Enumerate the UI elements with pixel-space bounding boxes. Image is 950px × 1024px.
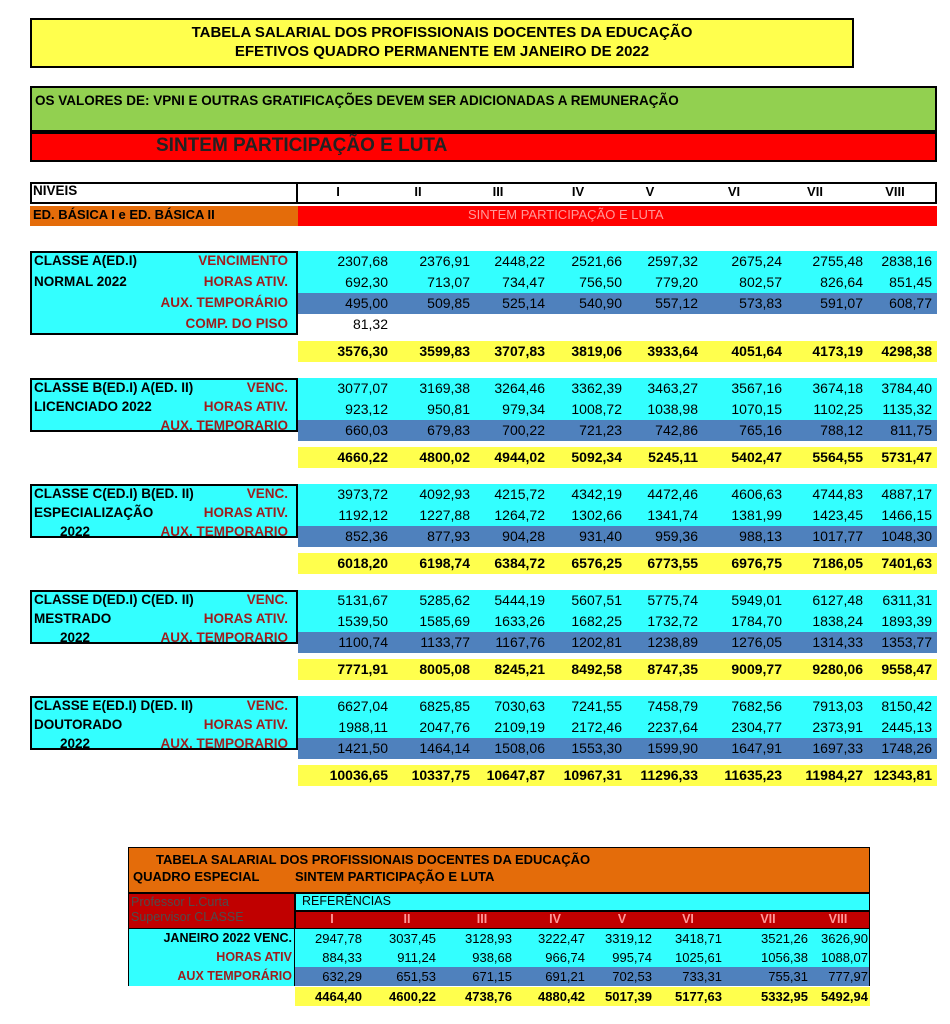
value-cell: 1553,30 — [571, 740, 622, 756]
value-cell: 1508,06 — [494, 740, 545, 756]
value-cell: 1238,89 — [647, 634, 698, 650]
class-label-left: CLASSE D(ED.I) C(ED. II) — [34, 592, 194, 607]
value-cell: 2445,13 — [881, 719, 932, 735]
total-cell: 8747,35 — [647, 661, 698, 677]
special-value-cell: 777,97 — [828, 969, 868, 984]
value-cell: 1988,11 — [338, 719, 388, 735]
value-cell: 802,57 — [739, 274, 782, 290]
total-cell: 7771,91 — [337, 661, 388, 677]
value-cell: 721,23 — [579, 422, 622, 438]
special-row-label: JANEIRO 2022 VENC. — [163, 931, 292, 945]
total-cell: 6976,75 — [731, 555, 782, 571]
class-label-right: AUX. TEMPORARIO — [160, 418, 288, 433]
special-col-header-1: I — [330, 912, 334, 926]
class-label-right: HORAS ATIV. — [203, 505, 288, 520]
special-header — [128, 847, 870, 893]
special-col-header-8: VIII — [828, 912, 848, 926]
value-cell: 988,13 — [739, 528, 782, 544]
special-referencias: REFERÊNCIAS — [302, 894, 391, 908]
value-cell: 1838,24 — [812, 613, 863, 629]
value-cell: 2755,48 — [812, 253, 863, 269]
value-cell: 2376,91 — [419, 253, 470, 269]
value-cell: 1167,76 — [495, 634, 545, 650]
special-col-header-5: V — [617, 912, 627, 926]
special-value-cell: 3128,93 — [465, 931, 512, 946]
value-cell: 7682,56 — [731, 698, 782, 714]
level-header-1: I — [336, 184, 340, 199]
total-cell: 4173,19 — [812, 343, 863, 359]
class-label-right: VENC. — [246, 486, 288, 501]
special-value-cell: 733,31 — [682, 969, 722, 984]
value-cell: 852,36 — [345, 528, 388, 544]
value-cell: 1539,50 — [337, 613, 388, 629]
value-cell: 904,28 — [502, 528, 545, 544]
subheader-label-box — [30, 206, 298, 226]
class-label-left: 2022 — [60, 524, 91, 539]
banner-text: SINTEM PARTICIPAÇÃO E LUTA — [156, 135, 448, 156]
class-label-right: VENC. — [246, 380, 288, 395]
value-cell: 5949,01 — [731, 592, 782, 608]
value-cell: 5607,51 — [571, 592, 622, 608]
title-box — [30, 18, 854, 68]
levels-label-cell — [30, 182, 298, 204]
value-cell: 742,86 — [655, 422, 698, 438]
total-cell: 10647,87 — [486, 767, 545, 783]
value-cell: 8150,42 — [881, 698, 932, 714]
value-cell: 1421,50 — [337, 740, 388, 756]
special-value-cell: 995,74 — [612, 950, 652, 965]
value-cell: 3264,46 — [494, 380, 545, 396]
value-cell: 979,34 — [502, 401, 545, 417]
special-quadro: QUADRO ESPECIAL — [133, 869, 260, 884]
special-col-header-4: IV — [549, 912, 561, 926]
special-value-cell: 671,15 — [472, 969, 512, 984]
special-value-cell: 691,21 — [545, 969, 585, 984]
level-header-4: IV — [571, 184, 585, 199]
total-cell: 6773,55 — [647, 555, 698, 571]
value-cell: 4887,17 — [881, 486, 932, 502]
value-cell: 2237,64 — [647, 719, 698, 735]
special-value-cell: 3037,45 — [389, 931, 436, 946]
value-cell: 2521,66 — [571, 253, 622, 269]
levels-label: NIVEIS — [33, 183, 78, 198]
total-cell: 4660,22 — [337, 449, 388, 465]
special-value-cell: 3319,12 — [605, 931, 652, 946]
total-cell: 5564,55 — [812, 449, 863, 465]
special-value-cell: 3521,26 — [761, 931, 808, 946]
class-label-left: NORMAL 2022 — [34, 274, 127, 289]
special-value-cell: 702,53 — [612, 969, 652, 984]
class-label-right: HORAS ATIV. — [203, 399, 288, 414]
value-cell: 692,30 — [345, 274, 388, 290]
value-cell: 1423,45 — [812, 507, 863, 523]
value-cell: 877,93 — [427, 528, 470, 544]
value-cell: 1599,90 — [647, 740, 698, 756]
level-header-5: V — [645, 184, 655, 199]
value-cell: 540,90 — [579, 295, 622, 311]
total-cell: 10967,31 — [563, 767, 622, 783]
value-cell: 1048,30 — [881, 528, 932, 544]
value-cell: 4606,63 — [731, 486, 782, 502]
class-label-right: VENC. — [246, 698, 288, 713]
total-cell: 6384,72 — [494, 555, 545, 571]
total-cell: 3819,06 — [571, 343, 622, 359]
special-row-label: HORAS ATIV — [216, 950, 292, 964]
value-cell: 1353,77 — [881, 634, 932, 650]
total-cell: 10337,75 — [411, 767, 470, 783]
value-cell: 1302,66 — [571, 507, 622, 523]
special-value-cell: 3222,47 — [538, 931, 585, 946]
class-label-left: CLASSE B(ED.I) A(ED. II) — [34, 380, 194, 395]
value-cell: 1682,25 — [571, 613, 622, 629]
special-sub-row — [129, 867, 869, 887]
total-cell: 6018,20 — [337, 555, 388, 571]
level-header-6: VI — [727, 184, 741, 199]
level-header-8: VIII — [885, 184, 905, 199]
value-cell: 81,32 — [352, 316, 388, 332]
special-total-cell: 5017,39 — [605, 989, 652, 1004]
value-cell: 765,16 — [739, 422, 782, 438]
value-cell: 2597,32 — [647, 253, 698, 269]
total-cell: 7186,05 — [812, 555, 863, 571]
total-cell: 12343,81 — [873, 767, 932, 783]
total-cell: 11635,23 — [724, 767, 782, 783]
value-cell: 3077,07 — [337, 380, 388, 396]
value-cell: 1585,69 — [419, 613, 470, 629]
value-cell: 7241,55 — [571, 698, 622, 714]
value-cell: 509,85 — [427, 295, 470, 311]
total-cell: 11984,27 — [805, 767, 863, 783]
value-cell: 3362,39 — [571, 380, 622, 396]
value-cell: 734,47 — [502, 274, 545, 290]
class-label-left: 2022 — [60, 736, 91, 751]
value-cell: 1192,12 — [338, 507, 388, 523]
class-label-right: VENCIMENTO — [198, 253, 288, 268]
total-cell: 8492,58 — [571, 661, 622, 677]
value-cell: 6127,48 — [812, 592, 863, 608]
value-cell: 3169,38 — [419, 380, 470, 396]
value-cell: 591,07 — [820, 295, 863, 311]
special-total-cell: 4464,40 — [315, 989, 362, 1004]
total-cell: 3599,83 — [419, 343, 470, 359]
value-cell: 1135,32 — [882, 401, 932, 417]
value-cell: 811,75 — [890, 422, 932, 438]
special-row-label: AUX TEMPORÁRIO — [177, 969, 292, 983]
level-header-7: VII — [807, 184, 823, 199]
class-label-right: HORAS ATIV. — [203, 274, 288, 289]
value-cell: 700,22 — [502, 422, 545, 438]
value-cell: 713,07 — [427, 274, 470, 290]
subheader-banner — [298, 206, 937, 226]
value-cell: 2172,46 — [571, 719, 622, 735]
value-cell: 7030,63 — [494, 698, 545, 714]
value-cell: 1697,33 — [812, 740, 863, 756]
special-title: TABELA SALARIAL DOS PROFISSIONAIS DOCENTES DA EDUCAÇÃO — [156, 852, 591, 867]
value-cell: 1102,25 — [813, 401, 863, 417]
value-cell: 2304,77 — [731, 719, 782, 735]
class-label-left: LICENCIADO 2022 — [34, 399, 152, 414]
special-value-cell: 1025,61 — [675, 950, 722, 965]
special-total-cell: 5332,95 — [761, 989, 808, 1004]
special-value-cell: 911,24 — [397, 950, 436, 965]
special-total-cell: 4880,42 — [538, 989, 585, 1004]
value-cell: 495,00 — [345, 295, 388, 311]
value-cell: 608,77 — [889, 295, 932, 311]
special-value-cell: 884,33 — [322, 950, 362, 965]
total-cell: 11296,33 — [640, 767, 698, 783]
value-cell: 851,45 — [889, 274, 932, 290]
value-cell: 6311,31 — [882, 592, 932, 608]
value-cell: 1732,72 — [647, 613, 698, 629]
total-cell: 10036,65 — [329, 767, 388, 783]
value-cell: 6825,85 — [419, 698, 470, 714]
value-cell: 2109,19 — [494, 719, 545, 735]
value-cell: 1748,26 — [881, 740, 932, 756]
value-cell: 7458,79 — [647, 698, 698, 714]
special-value-cell: 938,68 — [472, 950, 512, 965]
value-cell: 3973,72 — [337, 486, 388, 502]
special-slogan: SINTEM PARTICIPAÇÃO E LUTA — [295, 869, 495, 884]
total-cell: 4800,02 — [419, 449, 470, 465]
total-cell: 4298,38 — [881, 343, 932, 359]
special-referencias-box — [295, 893, 870, 911]
value-cell: 525,14 — [502, 295, 545, 311]
special-col-header-2: II — [403, 912, 411, 926]
banner-box — [30, 132, 937, 162]
class-label-right: AUX. TEMPORÁRIO — [160, 295, 288, 310]
value-cell: 2047,76 — [419, 719, 470, 735]
value-cell: 1893,39 — [881, 613, 932, 629]
class-label-right: HORAS ATIV. — [203, 717, 288, 732]
special-value-cell: 3626,90 — [821, 931, 868, 946]
total-cell: 9009,77 — [731, 661, 782, 677]
value-cell: 4215,72 — [494, 486, 545, 502]
class-label-left: ESPECIALIZAÇÃO — [34, 505, 154, 520]
class-label-right: VENC. — [246, 592, 288, 607]
value-cell: 1070,15 — [731, 401, 782, 417]
value-cell: 1647,91 — [731, 740, 782, 756]
value-cell: 779,20 — [655, 274, 698, 290]
value-cell: 1633,26 — [494, 613, 545, 629]
class-label-right: COMP. DO PISO — [185, 316, 288, 331]
class-label-left: 2022 — [60, 630, 91, 645]
total-cell: 5245,11 — [648, 449, 698, 465]
value-cell: 1133,77 — [420, 634, 470, 650]
special-supervisor: Supervisor CLASSE — [131, 910, 244, 924]
value-cell: 4342,19 — [571, 486, 622, 502]
total-cell: 8245,21 — [494, 661, 545, 677]
special-total-cell: 5177,63 — [675, 989, 722, 1004]
value-cell: 3674,18 — [812, 380, 863, 396]
value-cell: 756,50 — [579, 274, 622, 290]
value-cell: 7913,03 — [812, 698, 863, 714]
special-total-cell: 4738,76 — [465, 989, 512, 1004]
value-cell: 1464,14 — [419, 740, 470, 756]
value-cell: 1038,98 — [647, 401, 698, 417]
special-professor: Professor L.Curta — [131, 895, 229, 909]
level-header-2: II — [414, 184, 422, 199]
class-label-left: DOUTORADO — [34, 717, 123, 732]
value-cell: 4744,83 — [812, 486, 863, 502]
subheader-text: SINTEM PARTICIPAÇÃO E LUTA — [468, 207, 664, 222]
total-cell: 6576,25 — [571, 555, 622, 571]
total-cell: 3576,30 — [337, 343, 388, 359]
title-line-2: EFETIVOS QUADRO PERMANENTE EM JANEIRO DE 2022 — [234, 43, 650, 60]
special-value-cell: 1056,38 — [761, 950, 808, 965]
value-cell: 1784,70 — [731, 613, 782, 629]
level-header-3: III — [492, 184, 504, 199]
special-total-cell: 5492,94 — [821, 989, 868, 1004]
special-col-header-6: VI — [682, 912, 694, 926]
class-label-left: CLASSE A(ED.I) — [34, 253, 138, 268]
value-cell: 826,64 — [820, 274, 863, 290]
class-label-right: AUX. TEMPORARIO — [160, 630, 288, 645]
value-cell: 4092,93 — [419, 486, 470, 502]
total-cell: 9558,47 — [881, 661, 932, 677]
value-cell: 923,12 — [345, 401, 388, 417]
special-value-cell: 2947,78 — [315, 931, 362, 946]
value-cell: 1017,77 — [812, 528, 863, 544]
value-cell: 950,81 — [427, 401, 470, 417]
value-cell: 2838,16 — [881, 253, 932, 269]
special-col-header-7: VII — [760, 912, 776, 926]
special-value-cell: 632,29 — [322, 969, 362, 984]
special-col-header-3: III — [476, 912, 488, 926]
value-cell: 4472,46 — [647, 486, 698, 502]
value-cell: 1100,74 — [338, 634, 388, 650]
class-label-left: MESTRADO — [34, 611, 112, 626]
value-cell: 1008,72 — [571, 401, 622, 417]
total-cell: 3933,64 — [647, 343, 698, 359]
class-label-right: AUX. TEMPORARIO — [160, 524, 288, 539]
special-left-box — [128, 893, 295, 929]
special-value-cell: 3418,71 — [675, 931, 722, 946]
total-cell: 9280,06 — [812, 661, 863, 677]
total-cell: 7401,63 — [881, 555, 932, 571]
value-cell: 2373,91 — [812, 719, 863, 735]
total-cell: 5402,47 — [731, 449, 782, 465]
total-cell: 6198,74 — [419, 555, 470, 571]
value-cell: 5131,67 — [337, 592, 388, 608]
value-cell: 1227,88 — [419, 507, 470, 523]
class-label-right: HORAS ATIV. — [203, 611, 288, 626]
value-cell: 5775,74 — [647, 592, 698, 608]
value-cell: 959,36 — [655, 528, 698, 544]
value-cell: 1314,33 — [812, 634, 863, 650]
total-cell: 5092,34 — [571, 449, 622, 465]
class-label-right: AUX. TEMPORARIO — [160, 736, 288, 751]
value-cell: 5444,19 — [494, 592, 545, 608]
total-cell: 4944,02 — [494, 449, 545, 465]
value-cell: 5285,62 — [419, 592, 470, 608]
value-cell: 1202,81 — [571, 634, 622, 650]
notice-box — [30, 86, 937, 132]
special-total-cell: 4600,22 — [389, 989, 436, 1004]
value-cell: 931,40 — [579, 528, 622, 544]
value-cell: 3567,16 — [731, 380, 782, 396]
special-value-cell: 966,74 — [545, 950, 585, 965]
value-cell: 557,12 — [655, 295, 698, 311]
value-cell: 3784,40 — [881, 380, 932, 396]
value-cell: 1341,74 — [647, 507, 698, 523]
special-value-cell: 651,53 — [396, 969, 436, 984]
title-line-1: TABELA SALARIAL DOS PROFISSIONAIS DOCENTES DA EDUCAÇÃO — [191, 24, 693, 41]
value-cell: 3463,27 — [647, 380, 698, 396]
value-cell: 2675,24 — [731, 253, 782, 269]
value-cell: 573,83 — [739, 295, 782, 311]
class-label-left: CLASSE E(ED.I) D(ED. II) — [34, 698, 194, 713]
value-cell: 1381,99 — [731, 507, 782, 523]
total-cell: 3707,83 — [494, 343, 545, 359]
value-cell: 6627,04 — [337, 698, 388, 714]
total-cell: 5731,47 — [881, 449, 932, 465]
value-cell: 2448,22 — [494, 253, 545, 269]
special-value-cell: 1088,07 — [821, 950, 868, 965]
value-cell: 660,03 — [345, 422, 388, 438]
value-cell: 1276,05 — [731, 634, 782, 650]
value-cell: 2307,68 — [337, 253, 388, 269]
total-cell: 4051,64 — [731, 343, 782, 359]
subheader-label: ED. BÁSICA I e ED. BÁSICA II — [33, 207, 215, 222]
value-cell: 679,83 — [427, 422, 470, 438]
value-cell: 788,12 — [820, 422, 863, 438]
total-cell: 8005,08 — [419, 661, 470, 677]
notice-text: OS VALORES DE: VPNI E OUTRAS GRATIFICAÇÕES DEVEM SER ADICIONADAS A REMUNERAÇÃO — [35, 93, 679, 108]
class-label-left: CLASSE C(ED.I) B(ED. II) — [34, 486, 194, 501]
value-cell: 1466,15 — [881, 507, 932, 523]
special-value-cell: 755,31 — [768, 969, 808, 984]
value-cell: 1264,72 — [494, 507, 545, 523]
